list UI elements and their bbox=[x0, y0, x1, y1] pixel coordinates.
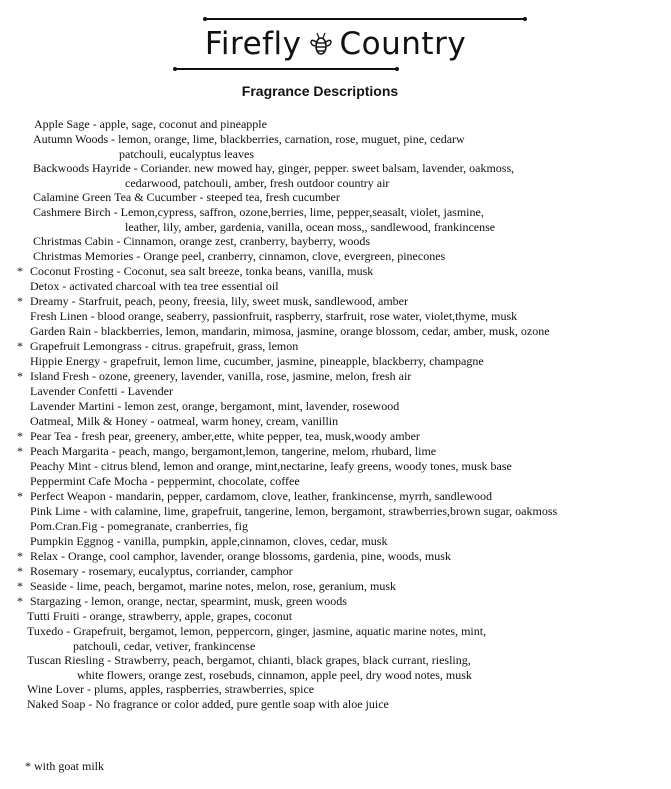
fragrance-name: Peach Margarita bbox=[30, 444, 109, 458]
fragrance-item bbox=[0, 474, 671, 489]
rule-dot bbox=[173, 67, 177, 71]
fragrance-notes: fresh pear, greenery, amber,ette, white pepper, tea, musk,woody amber bbox=[81, 429, 420, 443]
fragrance-name: Christmas Memories bbox=[33, 249, 134, 263]
fragrance-notes-continued: patchouli, eucalyptus leaves bbox=[119, 147, 254, 161]
fragrance-item bbox=[0, 384, 671, 399]
fragrance-item bbox=[0, 161, 671, 190]
fragrance-notes: Starfruit, peach, peony, freesia, lily, sweet musk, sandlewood, amber bbox=[78, 294, 408, 308]
rule-dot bbox=[523, 17, 527, 21]
fragrance-item bbox=[0, 653, 671, 682]
fragrance-text: Island Fresh - ozone, greenery, lavender, vanilla, rose, jasmine, melon, fresh air bbox=[30, 369, 412, 383]
fragrance-notes-continued: patchouli, cedar, vetiver, frankincense bbox=[73, 639, 256, 653]
fragrance-notes: blackberries, lemon, mandarin, mimosa, jasmine, orange blossom, cedar, amber, musk, ozone bbox=[100, 324, 550, 338]
fragrance-notes: lemon, orange, nectar, spearmint, musk, green woods bbox=[91, 594, 347, 608]
top-rule bbox=[205, 18, 525, 20]
fragrance-name: Dreamy bbox=[30, 294, 69, 308]
goat-milk-marker: * bbox=[17, 549, 23, 563]
fragrance-notes-continued: white flowers, orange zest, rosebuds, cinnamon, apple peel, dry wood notes, musk bbox=[77, 668, 472, 682]
fragrance-notes: rosemary, eucalyptus, corriander, camphor bbox=[88, 564, 293, 578]
fragrance-item bbox=[0, 414, 671, 429]
fragrance-text: Naked Soap - No fragrance or color added, pure gentle soap with aloe juice bbox=[27, 697, 389, 711]
fragrance-name: Calamine Green Tea & Cucumber bbox=[33, 190, 197, 204]
fragrance-notes: pomegranate, cranberries, fig bbox=[107, 519, 248, 533]
fragrance-text: Tuscan Riesling - Strawberry, peach, bergamot, chianti, black grapes, black currant, riesling, white flowers, orange zest, rosebuds, cinnamon, apple peel, dry wood notes, musk bbox=[27, 653, 472, 682]
fragrance-item bbox=[0, 459, 671, 474]
fragrance-item bbox=[0, 534, 671, 549]
fragrance-notes: Strawberry, peach, bergamot, chianti, black grapes, black currant, riesling, bbox=[114, 653, 471, 667]
fragrance-notes: steeped tea, fresh cucumber bbox=[206, 190, 340, 204]
fragrance-notes: Lemon,cypress, saffron, ozone,berries, lime, pepper,seasalt, violet, jasmine, bbox=[120, 205, 484, 219]
fragrance-text: Pink Lime - with calamine, lime, grapefruit, tangerine, lemon, bergamont, strawberries,brown sugar, oakmoss bbox=[30, 504, 558, 518]
fragrance-text: Lavender Martini - lemon zest, orange, bergamont, mint, lavender, rosewood bbox=[30, 399, 400, 413]
fragrance-item bbox=[0, 549, 671, 564]
fragrance-text: Detox - activated charcoal with tea tree essential oil bbox=[30, 279, 279, 293]
fragrance-name: Detox bbox=[30, 279, 60, 293]
fragrance-notes: orange, strawberry, apple, grapes, coconut bbox=[89, 609, 293, 623]
fragrance-text: Perfect Weapon - mandarin, pepper, cardamom, clove, leather, frankincense, myrrh, sandlewood bbox=[30, 489, 493, 503]
fragrance-item bbox=[0, 132, 671, 161]
fragrance-text: Garden Rain - blackberries, lemon, mandarin, mimosa, jasmine, orange blossom, cedar, amber, musk, ozone bbox=[30, 324, 550, 338]
fragrance-name: Backwoods Hayride bbox=[33, 161, 131, 175]
fragrance-name: Christmas Cabin bbox=[33, 234, 114, 248]
fragrance-text: Autumn Woods - lemon, orange, lime, blackberries, carnation, rose, muguet, pine, cedarw patchouli, eucalyptus leaves bbox=[33, 132, 465, 161]
fragrance-name: Tuscan Riesling bbox=[27, 653, 105, 667]
fragrance-text: Stargazing - lemon, orange, nectar, spearmint, musk, green woods bbox=[30, 594, 347, 608]
fragrance-item bbox=[0, 369, 671, 384]
fragrance-notes-continued: cedarwood, patchouli, amber, fresh outdoor country air bbox=[125, 176, 390, 190]
fragrance-notes: Coconut, sea salt breeze, tonka beans, vanilla, musk bbox=[123, 264, 374, 278]
fragrance-item bbox=[0, 444, 671, 459]
fragrance-notes: oatmeal, warm honey, cream, vanillin bbox=[157, 414, 339, 428]
fragrance-notes: No fragrance or color added, pure gentle soap with aloe juice bbox=[95, 697, 389, 711]
fragrance-text: Coconut Frosting - Coconut, sea salt breeze, tonka beans, vanilla, musk bbox=[30, 264, 374, 278]
fragrance-notes: Orange, cool camphor, lavender, orange blossoms, gardenia, pine, woods, musk bbox=[68, 549, 451, 563]
goat-milk-marker: * bbox=[17, 489, 23, 503]
fragrance-text: Christmas Cabin - Cinnamon, orange zest, cranberry, bayberry, woods bbox=[33, 234, 371, 248]
fragrance-notes: citrus blend, lemon and orange, mint,nectarine, leafy greens, woody tones, musk base bbox=[101, 459, 512, 473]
fragrance-name: Grapefruit Lemongrass bbox=[30, 339, 142, 353]
fragrance-notes: plums, apples, raspberries, strawberries, spice bbox=[94, 682, 315, 696]
fragrance-item bbox=[0, 190, 671, 205]
fragrance-text: Apple Sage - apple, sage, coconut and pineapple bbox=[34, 117, 267, 131]
fragrance-name: Lavender Confetti bbox=[30, 384, 118, 398]
goat-milk-marker: * bbox=[17, 369, 23, 383]
fragrance-item bbox=[0, 579, 671, 594]
fragrance-notes: lime, peach, bergamot, marine notes, melon, rose, geranium, musk bbox=[76, 579, 397, 593]
page-subtitle: Fragrance Descriptions bbox=[241, 83, 399, 99]
fragrance-name: Oatmeal, Milk & Honey bbox=[30, 414, 148, 428]
fragrance-name: Island Fresh bbox=[30, 369, 89, 383]
fragrance-notes: citrus. grapefruit, grass, lemon bbox=[151, 339, 299, 353]
fragrance-item bbox=[0, 354, 671, 369]
page-header bbox=[0, 0, 671, 110]
fragrance-text: Tutti Fruiti - orange, strawberry, apple, grapes, coconut bbox=[27, 609, 293, 623]
fragrance-name: Coconut Frosting bbox=[30, 264, 114, 278]
goat-milk-marker: * bbox=[17, 564, 23, 578]
fragrance-item bbox=[0, 504, 671, 519]
goat-milk-marker: * bbox=[17, 594, 23, 608]
bottom-rule bbox=[175, 68, 397, 70]
fragrance-notes: Coriander. new mowed hay, ginger, pepper. sweet balsam, lavender, oakmoss, bbox=[140, 161, 515, 175]
goat-milk-marker: * bbox=[17, 294, 23, 308]
fragrance-notes: activated charcoal with tea tree essential oil bbox=[69, 279, 279, 293]
fragrance-notes: peach, mango, bergamont,lemon, tangerine, melom, rhubard, lime bbox=[118, 444, 437, 458]
goat-milk-marker: * bbox=[17, 579, 23, 593]
logo-text-right: Country bbox=[339, 26, 467, 62]
fragrance-item bbox=[0, 249, 671, 264]
fragrance-text: Hippie Energy - grapefruit, lemon lime, cucumber, jasmine, pineapple, blackberry, champagne bbox=[30, 354, 484, 368]
fragrance-name: Peachy Mint bbox=[30, 459, 91, 473]
fragrance-name: Garden Rain bbox=[30, 324, 91, 338]
fragrance-item bbox=[0, 489, 671, 504]
fragrance-notes: with calamine, lime, grapefruit, tangerine, lemon, bergamont, strawberries,brown sugar, oakmoss bbox=[90, 504, 558, 518]
fragrance-notes: Orange peel, cranberry, cinnamon, clove, evergreen, pinecones bbox=[143, 249, 446, 263]
fragrance-item bbox=[0, 564, 671, 579]
fragrance-notes: Grapefruit, bergamot, lemon, peppercorn, ginger, jasmine, aquatic marine notes, mint, bbox=[73, 624, 487, 638]
fragrance-name: Stargazing bbox=[30, 594, 82, 608]
fragrance-name: Apple Sage bbox=[34, 117, 90, 131]
fragrance-notes: blood orange, seaberry, passionfruit, raspberry, starfruit, rose water, violet,thyme, musk bbox=[97, 309, 518, 323]
fragrance-text: Lavender Confetti - Lavender bbox=[30, 384, 173, 398]
fragrance-notes: peppermint, chocolate, coffee bbox=[157, 474, 300, 488]
fragrance-name: Rosemary bbox=[30, 564, 79, 578]
fragrance-item bbox=[0, 519, 671, 534]
fragrance-text: Peppermint Cafe Mocha - peppermint, chocolate, coffee bbox=[30, 474, 300, 488]
footnote: * with goat milk bbox=[25, 759, 104, 773]
fragrance-text: Peachy Mint - citrus blend, lemon and orange, mint,nectarine, leafy greens, woody tones, musk base bbox=[30, 459, 512, 473]
fragrance-notes: Cinnamon, orange zest, cranberry, bayberry, woods bbox=[123, 234, 371, 248]
goat-milk-marker: * bbox=[17, 339, 23, 353]
rule-dot bbox=[395, 67, 399, 71]
fragrance-text: Rosemary - rosemary, eucalyptus, corriander, camphor bbox=[30, 564, 293, 578]
fragrance-item bbox=[0, 205, 671, 234]
fragrance-text: Relax - Orange, cool camphor, lavender, orange blossoms, gardenia, pine, woods, musk bbox=[30, 549, 451, 563]
fragrance-notes: lemon zest, orange, bergamont, mint, lavender, rosewood bbox=[124, 399, 400, 413]
fragrance-text: Seaside - lime, peach, bergamot, marine notes, melon, rose, geranium, musk bbox=[30, 579, 397, 593]
firefly-icon bbox=[308, 29, 334, 65]
fragrance-item bbox=[0, 609, 671, 624]
fragrance-name: Autumn Woods bbox=[33, 132, 109, 146]
fragrance-name: Pink Lime bbox=[30, 504, 81, 518]
fragrance-text: Fresh Linen - blood orange, seaberry, passionfruit, raspberry, starfruit, rose water, violet,thyme, musk bbox=[30, 309, 518, 323]
fragrance-item bbox=[0, 264, 671, 279]
fragrance-notes: apple, sage, coconut and pineapple bbox=[99, 117, 267, 131]
fragrance-name: Relax bbox=[30, 549, 58, 563]
goat-milk-marker: * bbox=[17, 444, 23, 458]
fragrance-item bbox=[0, 339, 671, 354]
fragrance-item bbox=[0, 117, 671, 132]
fragrance-text: Christmas Memories - Orange peel, cranberry, cinnamon, clove, evergreen, pinecones bbox=[33, 249, 446, 263]
fragrance-text: Wine Lover - plums, apples, raspberries, strawberries, spice bbox=[27, 682, 315, 696]
fragrance-name: Perfect Weapon bbox=[30, 489, 106, 503]
fragrance-text: Pom.Cran.Fig - pomegranate, cranberries, fig bbox=[30, 519, 248, 533]
fragrance-name: Fresh Linen bbox=[30, 309, 88, 323]
fragrance-notes: lemon, orange, lime, blackberries, carnation, rose, muguet, pine, cedarw bbox=[118, 132, 465, 146]
fragrance-item bbox=[0, 294, 671, 309]
rule-dot bbox=[203, 17, 207, 21]
fragrance-name: Naked Soap bbox=[27, 697, 86, 711]
fragrance-notes: mandarin, pepper, cardamom, clove, leather, frankincense, myrrh, sandlewood bbox=[115, 489, 493, 503]
fragrance-item bbox=[0, 309, 671, 324]
fragrance-name: Tuxedo bbox=[27, 624, 64, 638]
fragrance-item bbox=[0, 697, 671, 712]
fragrance-text: Peach Margarita - peach, mango, bergamont,lemon, tangerine, melom, rhubard, lime bbox=[30, 444, 437, 458]
fragrance-name: Tutti Fruiti bbox=[27, 609, 80, 623]
fragrance-name: Hippie Energy bbox=[30, 354, 101, 368]
fragrance-name: Pom.Cran.Fig bbox=[30, 519, 98, 533]
fragrance-name: Peppermint Cafe Mocha bbox=[30, 474, 148, 488]
fragrance-text: Pear Tea - fresh pear, greenery, amber,ette, white pepper, tea, musk,woody amber bbox=[30, 429, 420, 443]
fragrance-name: Pear Tea bbox=[30, 429, 72, 443]
fragrance-text: Oatmeal, Milk & Honey - oatmeal, warm honey, cream, vanillin bbox=[30, 414, 339, 428]
fragrance-name: Lavender Martini bbox=[30, 399, 115, 413]
fragrance-notes: ozone, greenery, lavender, vanilla, rose, jasmine, melon, fresh air bbox=[99, 369, 412, 383]
fragrance-text: Grapefruit Lemongrass - citrus. grapefruit, grass, lemon bbox=[30, 339, 299, 353]
fragrance-text: Tuxedo - Grapefruit, bergamot, lemon, peppercorn, ginger, jasmine, aquatic marine notes, mint, patchouli, cedar, vetiver, frankincense bbox=[27, 624, 487, 653]
fragrance-notes: Lavender bbox=[127, 384, 173, 398]
fragrance-name: Seaside bbox=[30, 579, 67, 593]
fragrance-item bbox=[0, 624, 671, 653]
fragrance-text: Dreamy - Starfruit, peach, peony, freesia, lily, sweet musk, sandlewood, amber bbox=[30, 294, 408, 308]
fragrance-item bbox=[0, 324, 671, 339]
fragrance-notes: vanilla, pumpkin, apple,cinnamon, cloves, cedar, musk bbox=[123, 534, 388, 548]
fragrance-name: Cashmere Birch bbox=[33, 205, 111, 219]
fragrance-item bbox=[0, 594, 671, 609]
fragrance-list bbox=[0, 117, 671, 712]
fragrance-item bbox=[0, 234, 671, 249]
fragrance-item bbox=[0, 279, 671, 294]
goat-milk-marker: * bbox=[17, 429, 23, 443]
fragrance-text: Calamine Green Tea & Cucumber - steeped tea, fresh cucumber bbox=[33, 190, 340, 204]
fragrance-item bbox=[0, 429, 671, 444]
logo-text-left: Firefly bbox=[204, 26, 302, 62]
fragrance-text: Pumpkin Eggnog - vanilla, pumpkin, apple,cinnamon, cloves, cedar, musk bbox=[30, 534, 388, 548]
brand-logo bbox=[0, 26, 671, 65]
fragrance-item bbox=[0, 682, 671, 697]
fragrance-name: Wine Lover bbox=[27, 682, 85, 696]
fragrance-notes-continued: leather, lily, amber, gardenia, vanilla, ocean moss,, sandlewood, frankincense bbox=[125, 220, 496, 234]
fragrance-name: Pumpkin Eggnog bbox=[30, 534, 114, 548]
fragrance-text: Backwoods Hayride - Coriander. new mowed hay, ginger, pepper. sweet balsam, lavender, oakmoss, cedarwood, patchouli, amber, fresh outdoor country air bbox=[33, 161, 515, 190]
fragrance-notes: grapefruit, lemon lime, cucumber, jasmine, pineapple, blackberry, champagne bbox=[110, 354, 484, 368]
fragrance-item bbox=[0, 399, 671, 414]
goat-milk-marker: * bbox=[17, 264, 23, 278]
fragrance-text: Cashmere Birch - Lemon,cypress, saffron, ozone,berries, lime, pepper,seasalt, violet, jasmine, leather, lily, amber, gardenia, vanilla, ocean moss,, sandlewood, frankincense bbox=[33, 205, 496, 234]
